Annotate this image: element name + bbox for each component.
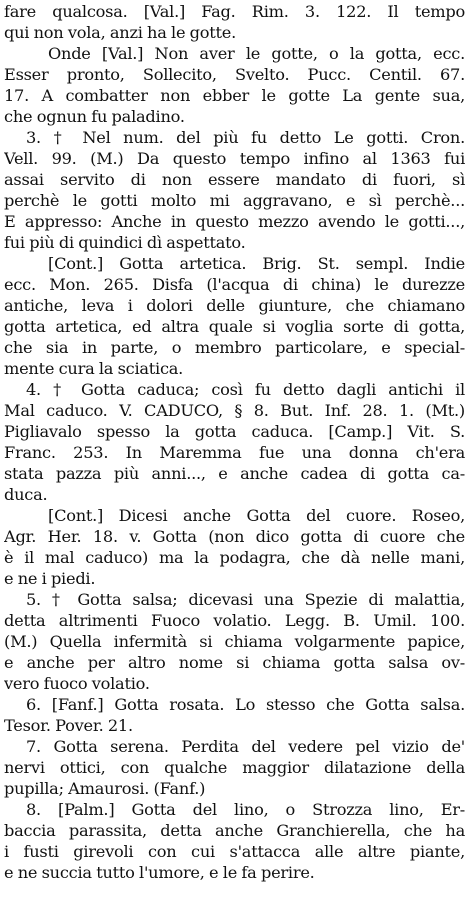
text-line: e ne succia tutto l'umore, e le fa perire. xyxy=(4,863,315,882)
text-line: pupilla; Amaurosi. (Fanf.) xyxy=(4,779,206,798)
text-line: Mal caduco. V. CADUCO, § 8. But. Inf. 28. 1. (Mt.) xyxy=(4,401,465,420)
text-line: e anche per altro nome si chiama gotta salsa ov- xyxy=(4,653,465,672)
text-line: (M.) Quella infermità si chiama volgarmente papice, xyxy=(4,632,465,651)
text-line: ecc. Mon. 265. Disfa (l'acqua di china) le durezze xyxy=(4,275,465,294)
text-line: 17. A combatter non ebber le gotte La gente sua, xyxy=(4,86,465,105)
text-line: Pigliavalo spesso la gotta caduca. [Camp.] Vit. S. xyxy=(4,422,465,441)
text-line: e ne i piedi. xyxy=(4,569,96,588)
text-line: nervi ottici, con qualche maggior dilatazione della xyxy=(4,758,465,777)
text-line: stata pazza più anni..., e anche cadea di gotta ca- xyxy=(4,464,465,483)
text-line: antiche, leva i dolori delle giunture, che chiamano xyxy=(4,296,465,315)
text-line: che sia in parte, o membro particolare, e special- xyxy=(4,338,465,357)
text-line: 4. † Gotta caduca; così fu detto dagli antichi il xyxy=(26,380,465,399)
text-line: è il mal caduco) ma la podagra, che dà nelle mani, xyxy=(4,548,465,567)
text-line: vero fuoco volatio. xyxy=(4,674,150,693)
text-line: perchè le gotti molto mi aggravano, e sì perchè... xyxy=(4,191,465,210)
text-line: fui più di quindici dì aspettato. xyxy=(4,233,246,252)
text-line: [Cont.] Gotta artetica. Brig. St. sempl. Indie xyxy=(48,254,465,273)
text-line: duca. xyxy=(4,485,48,504)
text-line: Tesor. Pover. 21. xyxy=(4,716,133,735)
text-line: i fusti girevoli con cui s'attacca alle altre piante, xyxy=(4,842,465,861)
text-line: mente cura la sciatica. xyxy=(4,359,184,378)
text-line: qui non vola, anzi ha le gotte. xyxy=(4,23,237,42)
text-line: assai servito di non essere mandato di fuori, sì xyxy=(4,170,465,189)
text-line: 5. † Gotta salsa; dicevasi una Spezie di malattia, xyxy=(26,590,465,609)
text-line: fare qualcosa. [Val.] Fag. Rim. 3. 122. Il tempo xyxy=(4,2,465,21)
text-line: Onde [Val.] Non aver le gotte, o la gotta, ecc. xyxy=(48,44,465,63)
text-line: detta altrimenti Fuoco volatio. Legg. B. Umil. 100. xyxy=(4,611,465,630)
text-line: E appresso: Anche in questo mezzo avendo le gotti..., xyxy=(4,212,465,231)
text-line: 3. † Nel num. del più fu detto Le gotti. Cron. xyxy=(26,128,465,147)
text-line: [Cont.] Dicesi anche Gotta del cuore. Roseo, xyxy=(48,506,465,525)
text-line: gotta artetica, ed altra quale si voglia sorte di gotta, xyxy=(4,317,465,336)
text-line: baccia parassita, detta anche Granchierella, che ha xyxy=(4,821,465,840)
text-line: Franc. 253. In Maremma fue una donna ch'era xyxy=(4,443,465,462)
text-line: 7. Gotta serena. Perdita del vedere pel vizio de' xyxy=(26,737,465,756)
text-line: Esser pronto, Sollecito, Svelto. Pucc. Centil. 67. xyxy=(4,65,465,84)
text-line: che ognun fu paladino. xyxy=(4,107,185,126)
text-line: 8. [Palm.] Gotta del lino, o Strozza lino, Er- xyxy=(26,800,465,819)
text-line: Vell. 99. (M.) Da questo tempo infino al 1363 fui xyxy=(4,149,465,168)
text-line: 6. [Fanf.] Gotta rosata. Lo stesso che Gotta salsa. xyxy=(26,695,465,714)
dictionary-page xyxy=(4,0,465,901)
text-line: Agr. Her. 18. v. Gotta (non dico gotta di cuore che xyxy=(4,527,465,546)
